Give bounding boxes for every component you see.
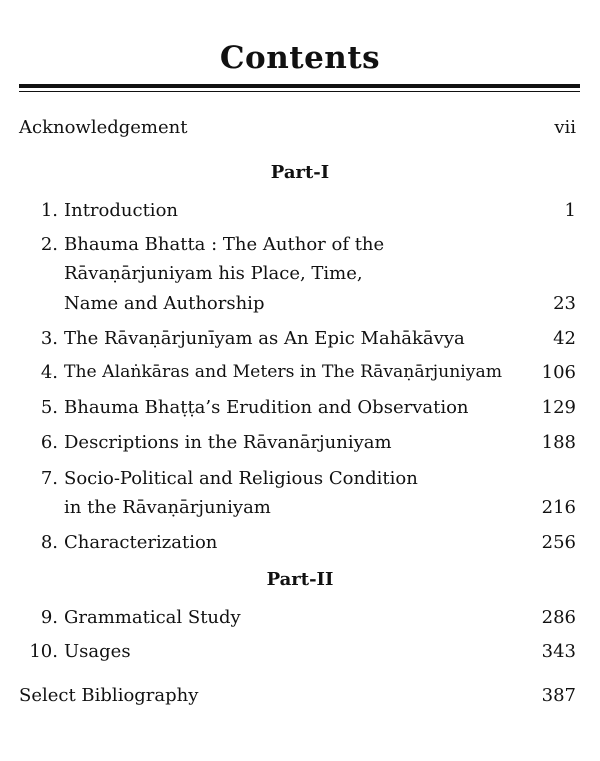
toc-entry-title: Select Bibliography xyxy=(19,685,199,706)
toc-entry-page: 387 xyxy=(541,685,576,706)
toc-entry-number: 1. xyxy=(40,200,58,221)
toc-entry-number: 9. xyxy=(40,607,58,628)
toc-entry-page: 23 xyxy=(553,293,576,314)
toc-entry-page: 188 xyxy=(541,432,576,453)
toc-entry-page: 106 xyxy=(541,362,576,383)
toc-entry-title: Descriptions in the Rāvanārjuniyam xyxy=(64,432,392,453)
toc-entry-title: Name and Authorship xyxy=(64,293,265,314)
toc-entry-number: 4. xyxy=(40,362,58,383)
toc-entry-title: in the Rāvaṇārjuniyam xyxy=(64,497,271,518)
part-heading-1: Part-I xyxy=(270,162,330,183)
toc-entry-page: 216 xyxy=(541,497,576,518)
part-heading-2: Part-II xyxy=(266,569,334,590)
toc-entry-number: 2. xyxy=(40,234,58,255)
title-rule-thick xyxy=(19,84,580,88)
toc-entry-title: The Alaṅkāras and Meters in The Rāvaṇārjuniyam xyxy=(64,362,503,382)
toc-entry-number: 6. xyxy=(40,432,58,453)
toc-entry-page: 1 xyxy=(564,200,576,221)
toc-entry-page: 42 xyxy=(553,328,576,349)
toc-entry-title: Socio-Political and Religious Condition xyxy=(64,468,418,489)
toc-entry-page: 286 xyxy=(541,607,576,628)
toc-entry-title: Characterization xyxy=(64,532,218,553)
toc-entry-page: 343 xyxy=(541,641,576,662)
toc-entry-number: 8. xyxy=(40,532,58,553)
toc-entry-title: Introduction xyxy=(64,200,178,221)
toc-entry-number: 3. xyxy=(40,328,58,349)
toc-entry-page: vii xyxy=(554,117,576,138)
title-rule-thin xyxy=(19,91,580,92)
toc-entry-number: 5. xyxy=(40,397,58,418)
toc-entry-number: 7. xyxy=(40,468,58,489)
toc-entry-title: Bhauma Bhatta : The Author of the xyxy=(64,234,385,255)
page-title: Contents xyxy=(219,40,381,76)
toc-entry-title: Rāvaṇārjuniyam his Place, Time, xyxy=(64,263,363,284)
toc-entry-title: The Rāvaṇārjunīyam as An Epic Mahākāvya xyxy=(64,328,465,349)
toc-entry-number: 10. xyxy=(29,641,58,662)
toc-entry-page: 256 xyxy=(541,532,576,553)
toc-entry-title: Grammatical Study xyxy=(64,607,241,628)
toc-entry-title: Acknowledgement xyxy=(19,117,188,138)
toc-entry-title: Usages xyxy=(64,641,131,662)
toc-entry-title: Bhauma Bhaṭṭa’s Erudition and Observation xyxy=(64,397,469,418)
toc-entry-page: 129 xyxy=(541,397,576,418)
